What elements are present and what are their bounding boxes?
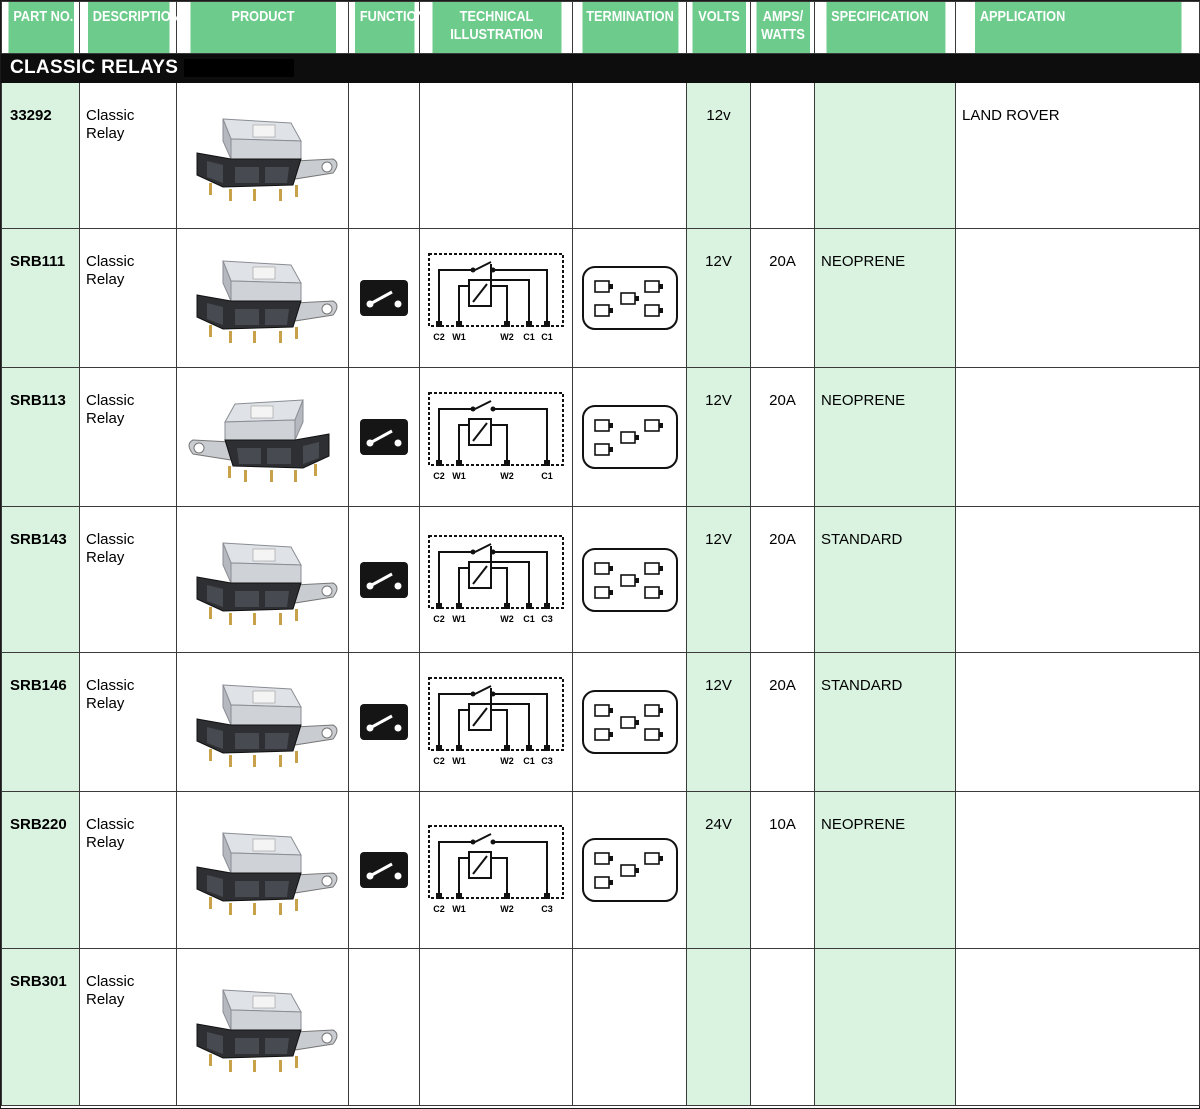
part-number: SRB220: [10, 816, 67, 833]
header-part-no: PART NO.: [7, 2, 73, 54]
specification-cell: [815, 792, 956, 949]
description-line-2: Relay: [86, 834, 125, 851]
specification-value: NEOPRENE: [821, 816, 906, 833]
termination-diagram: [581, 689, 679, 755]
pin-label: C2: [433, 904, 445, 914]
part-number: 33292: [10, 107, 52, 124]
wiring-diagram: [425, 532, 567, 628]
description-line-1: Classic: [86, 253, 135, 270]
relay-product-image: [183, 101, 343, 211]
product-cell: [177, 949, 349, 1106]
table-row: [2, 507, 1200, 653]
technical-illustration-cell: [420, 653, 573, 792]
description-cell: [80, 653, 177, 792]
technical-illustration-cell: [420, 949, 573, 1106]
termination-cell: [573, 83, 687, 229]
section-row: [2, 54, 1200, 83]
header-application: APPLICATION: [974, 2, 1181, 54]
product-cell: [177, 368, 349, 507]
specification-cell: [815, 83, 956, 229]
switch-function-icon: [359, 561, 409, 599]
description-cell: [80, 368, 177, 507]
description-line-2: Relay: [86, 125, 125, 142]
switch-function-icon: [359, 279, 409, 317]
pin-label: C3: [541, 904, 553, 914]
technical-illustration-cell: [420, 83, 573, 229]
specification-cell: [815, 368, 956, 507]
amps-cell: [751, 792, 815, 949]
amps-cell: [751, 653, 815, 792]
technical-illustration-cell: [420, 792, 573, 949]
application-cell: [956, 792, 1200, 949]
application-cell: [956, 368, 1200, 507]
application-cell: [956, 949, 1200, 1106]
product-cell: [177, 229, 349, 368]
volts-value: 12V: [705, 531, 732, 548]
function-cell: [349, 653, 420, 792]
volts-value: 12V: [705, 677, 732, 694]
relay-product-image: [183, 667, 343, 777]
function-cell: [349, 949, 420, 1106]
termination-diagram: [581, 404, 679, 470]
description-line-2: Relay: [86, 410, 125, 427]
termination-cell: [573, 507, 687, 653]
part-number: SRB113: [10, 392, 66, 409]
amps-value: 20A: [769, 392, 796, 409]
switch-function-icon: [359, 703, 409, 741]
specification-cell: [815, 229, 956, 368]
switch-function-icon: [359, 418, 409, 456]
pin-label: W2: [500, 332, 514, 342]
pin-label: C3: [541, 613, 553, 624]
pin-label: C1: [541, 471, 553, 481]
description-line-1: Classic: [86, 107, 135, 124]
pin-label: C1: [523, 613, 535, 624]
volts-cell: [687, 368, 751, 507]
volts-value: 12V: [705, 392, 732, 409]
pin-label: C2: [433, 471, 445, 481]
volts-cell: [687, 653, 751, 792]
product-cell: [177, 653, 349, 792]
pin-label: W1: [452, 756, 466, 766]
wiring-diagram: [425, 250, 567, 346]
application-value: LAND ROVER: [962, 107, 1060, 124]
description-line-1: Classic: [86, 677, 135, 694]
section-title: CLASSIC RELAYS: [2, 54, 1200, 83]
description-line-2: Relay: [86, 549, 125, 566]
pin-label: C1: [541, 332, 553, 342]
switch-function-icon: [359, 851, 409, 889]
volts-cell: [687, 949, 751, 1106]
termination-diagram: [581, 265, 679, 331]
specification-value: STANDARD: [821, 531, 903, 548]
technical-illustration-cell: [420, 368, 573, 507]
specification-value: NEOPRENE: [821, 392, 906, 409]
volts-cell: [687, 792, 751, 949]
amps-value: 20A: [769, 531, 796, 548]
description-line-1: Classic: [86, 816, 135, 833]
part-number: SRB301: [10, 973, 67, 990]
pin-label: W1: [452, 332, 466, 342]
table-row: [2, 368, 1200, 507]
relay-product-image: [183, 243, 343, 353]
pin-label: W2: [500, 756, 514, 766]
product-cell: [177, 792, 349, 949]
function-cell: [349, 368, 420, 507]
application-cell: [956, 229, 1200, 368]
pin-label: W1: [452, 613, 466, 624]
wiring-diagram: [425, 674, 567, 770]
pin-label: W2: [500, 613, 514, 624]
wiring-diagram: [425, 822, 567, 918]
part-number: SRB111: [10, 253, 66, 270]
termination-diagram: [581, 837, 679, 903]
part-number: SRB146: [10, 677, 67, 694]
amps-cell: [751, 368, 815, 507]
part-number-cell: [2, 792, 80, 949]
amps-value: 20A: [769, 677, 796, 694]
function-cell: [349, 83, 420, 229]
description-line-1: Classic: [86, 392, 135, 409]
product-cell: [177, 507, 349, 653]
volts-cell: [687, 83, 751, 229]
technical-illustration-cell: [420, 507, 573, 653]
application-cell: [956, 653, 1200, 792]
description-line-2: Relay: [86, 271, 125, 288]
description-line-2: Relay: [86, 991, 125, 1008]
amps-cell: [751, 83, 815, 229]
volts-cell: [687, 229, 751, 368]
part-number-cell: [2, 83, 80, 229]
part-number-cell: [2, 949, 80, 1106]
description-cell: [80, 949, 177, 1106]
specification-cell: [815, 949, 956, 1106]
application-cell: [956, 507, 1200, 653]
pin-label: W2: [500, 471, 514, 481]
pin-label: C1: [523, 756, 535, 766]
pin-label: C2: [433, 756, 445, 766]
table-row: [2, 229, 1200, 368]
relay-product-image: [183, 815, 343, 925]
header-termination: TERMINATION: [581, 2, 678, 54]
amps-cell: [751, 507, 815, 653]
volts-value: 24V: [705, 816, 732, 833]
part-number-cell: [2, 229, 80, 368]
volts-cell: [687, 507, 751, 653]
application-cell: [956, 83, 1200, 229]
pin-label: C2: [433, 332, 445, 342]
specification-value: NEOPRENE: [821, 253, 906, 270]
product-cell: [177, 83, 349, 229]
part-number-cell: [2, 368, 80, 507]
function-cell: [349, 792, 420, 949]
specification-cell: [815, 653, 956, 792]
header-product: PRODUCT: [189, 2, 335, 54]
pin-label: C3: [541, 756, 553, 766]
volts-value: 12V: [705, 253, 732, 270]
description-line-2: Relay: [86, 695, 125, 712]
header-amps-watts: AMPS/ WATTS: [755, 2, 809, 54]
description-line-1: Classic: [86, 973, 135, 990]
pin-label: C2: [433, 613, 445, 624]
part-number: SRB143: [10, 531, 67, 548]
header-specification: SPECIFICATION: [825, 2, 945, 54]
amps-cell: [751, 949, 815, 1106]
pin-label: W2: [500, 904, 514, 914]
description-cell: [80, 792, 177, 949]
amps-cell: [751, 229, 815, 368]
termination-cell: [573, 792, 687, 949]
specification-cell: [815, 507, 956, 653]
termination-diagram: [581, 547, 679, 613]
relay-product-image: [183, 972, 343, 1082]
technical-illustration-cell: [420, 229, 573, 368]
termination-cell: [573, 368, 687, 507]
amps-value: 10A: [769, 816, 796, 833]
termination-cell: [573, 653, 687, 792]
function-cell: [349, 507, 420, 653]
header-function: FUNCTION: [354, 2, 414, 54]
pin-label: W1: [452, 471, 466, 481]
relay-product-image: [183, 525, 343, 635]
pin-label: W1: [452, 904, 466, 914]
header-technical-illustration: TECHNICAL ILLUSTRATION: [431, 2, 561, 54]
relay-product-image: [183, 382, 343, 492]
description-line-1: Classic: [86, 531, 135, 548]
termination-cell: [573, 949, 687, 1106]
table-row: [2, 949, 1200, 1106]
termination-cell: [573, 229, 687, 368]
part-number-cell: [2, 507, 80, 653]
table-row: [2, 653, 1200, 792]
table-row: [2, 792, 1200, 949]
pin-label: C1: [523, 332, 535, 342]
header-row: [2, 2, 1200, 54]
description-cell: [80, 83, 177, 229]
amps-value: 20A: [769, 253, 796, 270]
table-row: [2, 83, 1200, 229]
specification-value: STANDARD: [821, 677, 903, 694]
description-cell: [80, 507, 177, 653]
wiring-diagram: [425, 389, 567, 485]
description-cell: [80, 229, 177, 368]
volts-value: 12v: [706, 107, 731, 124]
part-number-cell: [2, 653, 80, 792]
function-cell: [349, 229, 420, 368]
header-description: DESCRIPTION: [87, 2, 169, 54]
header-volts: VOLTS: [691, 2, 745, 54]
